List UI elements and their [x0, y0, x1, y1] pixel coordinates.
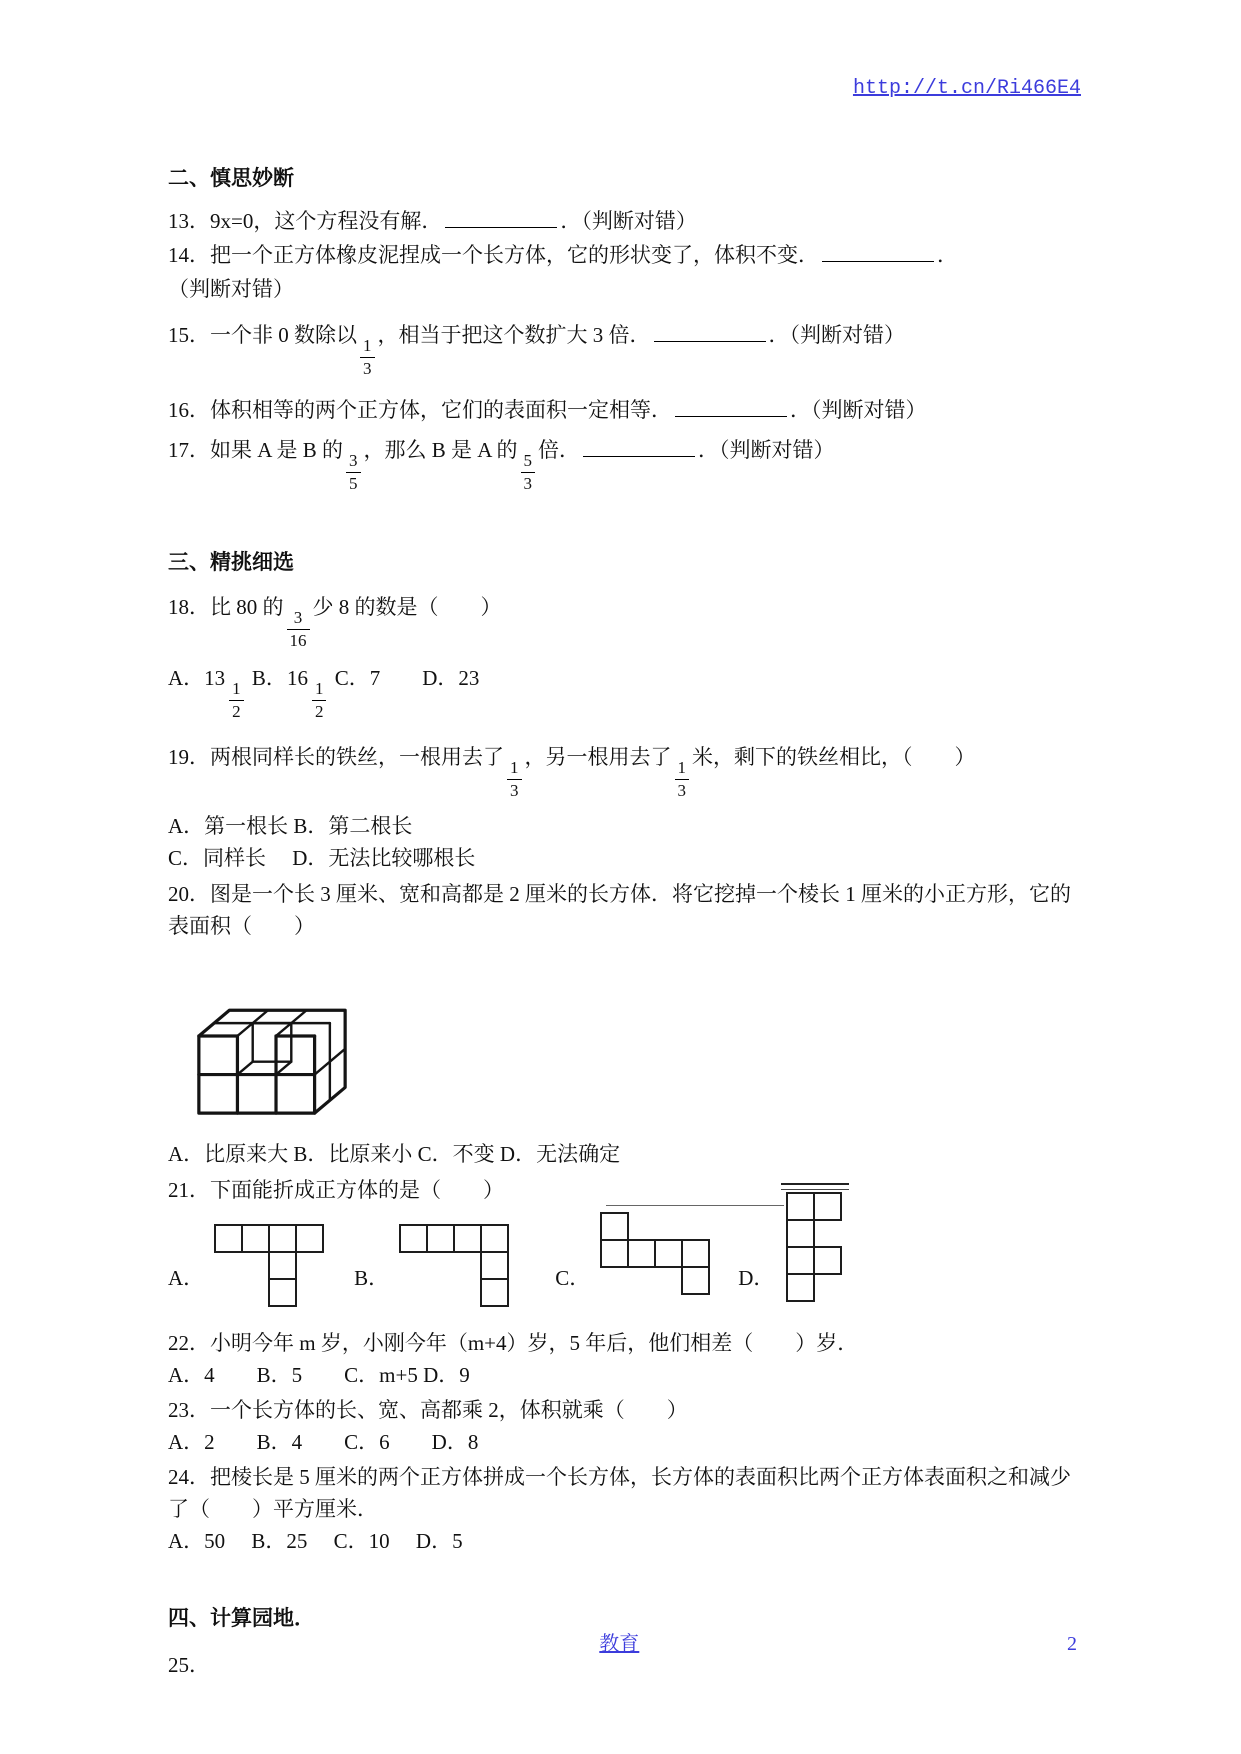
question-25: 25． — [168, 1653, 210, 1678]
page-footer — [168, 1628, 1077, 1662]
net-a-label: A． — [168, 1266, 205, 1291]
question-18: 18．比 80 的 $\frac{3}{16}$ 少 8 的数是（ ） — [168, 595, 502, 651]
edu-footer-link[interactable]: 教育 — [599, 1633, 640, 1655]
question-14-line2: （判断对错） — [168, 277, 294, 301]
question-21: 21．下面能折成正方体的是（ ） — [168, 1178, 504, 1203]
cube-nets-row — [168, 1224, 1081, 1307]
question-24-options: A．50 B．25 C．10 D．5 — [168, 1529, 463, 1554]
header-link-row — [168, 0, 1081, 105]
section-3-title: 三、精挑细选 — [168, 551, 294, 575]
net-d-figure — [786, 1192, 842, 1302]
cuboid-with-notch-icon — [186, 954, 358, 1126]
net-b-figure — [399, 1224, 509, 1307]
question-23-options: A．2 B．4 C．6 D．8 — [168, 1430, 479, 1455]
question-24: 24．把棱长是 5 厘米的两个正方体拼成一个长方体，长方体的表面积比两个正方体表面积之和减少了（ ）平方厘米． — [168, 1465, 1071, 1522]
question-22: 22．小明今年 m 岁，小刚今年（m+4）岁，5 年后，他们相差（ ）岁． — [168, 1331, 859, 1356]
cube-figure — [186, 954, 1081, 1126]
question-19-options-1: A．第一根长 B．第二根长 — [168, 814, 413, 839]
question-17: 17．如果 A 是 B 的 $\frac{3}{5}$ ，那么 B 是 A 的 $\frac{5}{3}$ 倍． ．（判断对错） — [168, 434, 1081, 493]
net-d-label: D． — [738, 1266, 775, 1291]
net-a-figure — [214, 1224, 324, 1307]
source-url-link[interactable]: http://t.cn/Ri466E4 — [852, 77, 1081, 100]
question-22-options: A．4 B．5 C．m+5 D．9 — [168, 1363, 470, 1388]
net-c-label: C． — [555, 1266, 591, 1291]
question-15: 15．一个非 0 数除以 $\frac{1}{3}$ ，相当于把这个数扩大 3 倍． ．（判断对错） — [168, 319, 1081, 378]
section-2-title: 二、慎思妙断 — [168, 167, 294, 190]
question-16: 16．体积相等的两个正方体，它们的表面积一定相等． ．（判断对错） — [168, 394, 1081, 426]
net-b-label: B． — [354, 1266, 390, 1291]
question-18-options: A．13 $\frac{1}{2}$ B．16 $\frac{1}{2}$ C．7 D．23 — [168, 666, 480, 722]
question-14-line1: 14．把一个正方体橡皮泥捏成一个长方体，它的形状变了，体积不变． ． — [168, 239, 1081, 271]
question-13: 13．9x=0，这个方程没有解． ．（判断对错） — [168, 205, 1081, 237]
net-c-figure — [600, 1212, 710, 1295]
section-4-title: 四、计算园地． — [168, 1607, 315, 1631]
question-19: 19．两根同样长的铁丝，一根用去了 $\frac{1}{3}$ ，另一根用去了 $\frac{1}{3}$ 米，剩下的铁丝相比，（ ） — [168, 745, 976, 801]
question-20: 20．图是一个长 3 厘米、宽和高都是 2 厘米的长方体．将它挖掉一个棱长 1 厘米的小正方形，它的表面积（ ） — [168, 882, 1071, 939]
page-number: 2 — [1067, 1633, 1077, 1655]
question-20-options: A．比原来大 B．比原来小 C．不变 D．无法确定 — [168, 1142, 621, 1167]
question-23: 23．一个长方体的长、宽、高都乘 2，体积就乘（ ） — [168, 1398, 688, 1423]
question-19-options-2: C．同样长 D．无法比较哪根长 — [168, 846, 476, 871]
